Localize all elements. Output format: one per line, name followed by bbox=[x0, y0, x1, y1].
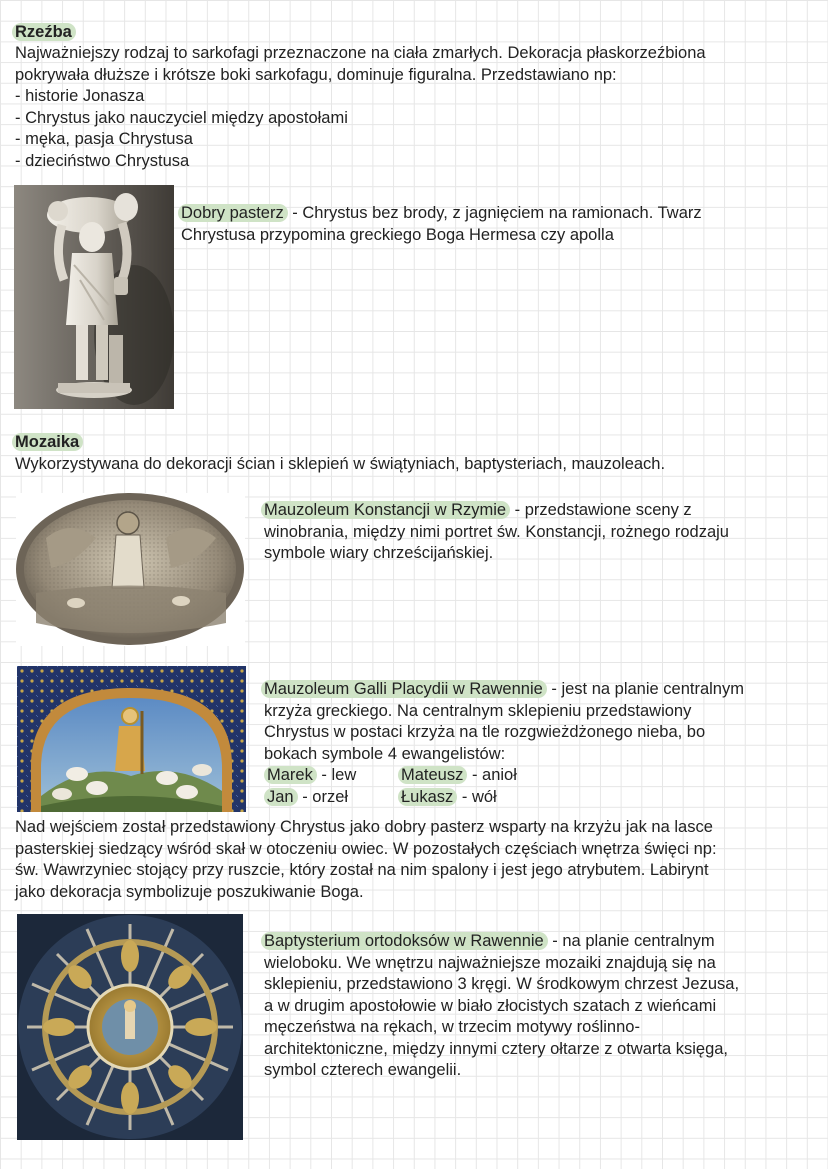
baptistery-orthodox-mosaic-image bbox=[17, 914, 243, 1140]
text-line: jako dekoracja symbolizuje poszukiwanie Boga. bbox=[15, 882, 364, 901]
text-line: sklepieniu, przedstawiono 3 kręgi. W środkowym chrzest Jezusa, bbox=[264, 975, 740, 993]
list-item: - historie Jonasza bbox=[15, 87, 145, 105]
konstancja-description: Mauzoleum Konstancji w Rzymie - przedstawione sceny z winobrania, między nimi portret św. Konstancji, rożnego rodzaju symbole wiary chrześcijańskiej. bbox=[264, 500, 729, 565]
term-highlight: Baptysterium ortodoksów w Rawennie bbox=[261, 932, 548, 950]
mausoleum-constantia-mosaic-image bbox=[16, 493, 245, 646]
list-item: - Chrystus jako nauczyciel między apostołami bbox=[15, 108, 348, 127]
galla-paragraph bbox=[15, 817, 717, 903]
galla-placidia-description: Mauzoleum Galli Placydii w Rawennie - jest na planie centralnym krzyża greckiego. Na centralnym sklepieniu przedstawiony Chrystus w postaci krzyża na tle rozgwieżdżonego nieba, bo bokach symbole 4 ewangelistów: bbox=[264, 679, 744, 765]
text-line: symbole wiary chrześcijańskiej. bbox=[264, 544, 494, 562]
term-highlight: Jan bbox=[264, 788, 298, 806]
term-highlight: Marek bbox=[264, 766, 317, 784]
term-highlight: Łukasz bbox=[398, 788, 457, 806]
galla-placidia-mosaic-image bbox=[17, 666, 246, 812]
text-line: symbol czterech ewangelii. bbox=[264, 1061, 462, 1079]
text-line: Najważniejszy rodzaj to sarkofagi przeznaczone na ciała zmarłych. Dekoracja płaskorzeźbiona bbox=[15, 44, 706, 62]
text-line: Chrystus w postaci krzyża na tle rozgwieżdżonego nieba, bo bbox=[264, 723, 706, 741]
baptistery-description: Baptysterium ortodoksów w Rawennie - na planie centralnym wieloboku. We wnętrzu najważniejsze mozaiki znajdują się na sklepieniu, przedstawiono 3 kręgi. W środkowym chrzest Jezusa, a w drugim apostołowie w biało złocistych szatach z wieńcami męczeństwa na rękach, w trzecim motywy roślinno- architektoniczne, między innymi cztery ołtarze z otwarta księga, symbol czterech ewangelii. bbox=[264, 931, 739, 1082]
good-shepherd-statue-image bbox=[14, 185, 174, 409]
evangelist-mateusz: Mateusz - anioł bbox=[401, 765, 517, 787]
text-line: św. Wawrzyniec stojący przy ruszcie, który został na nim spalony i jest jego atrybutem. Labirynt bbox=[15, 861, 709, 879]
text-line: wieloboku. We wnętrzu najważniejsze mozaiki znajdują się na bbox=[264, 953, 716, 972]
text-line: winobrania, między nimi portret św. Konstancji, rożnego rodzaju bbox=[264, 522, 729, 541]
term-highlight: Mateusz bbox=[398, 766, 467, 784]
term-highlight: Dobry pasterz bbox=[178, 204, 288, 222]
text-line: architektoniczne, między innymi cztery ołtarze z otwarta księga, bbox=[264, 1039, 729, 1058]
text-line: krzyża greckiego. Na centralnym sklepieniu przedstawiony bbox=[264, 701, 692, 720]
term-highlight: Mauzoleum Konstancji w Rzymie bbox=[261, 501, 510, 519]
evangelist-marek: Marek - lew bbox=[267, 765, 356, 787]
section-heading-mozaika: Mozaika bbox=[15, 432, 83, 454]
list-item: - dzieciństwo Chrystusa bbox=[15, 151, 190, 170]
text-line: a w drugim apostołowie w biało złocistych szatach z wieńcami bbox=[264, 996, 717, 1015]
text-line: pokrywała dłuższe i krótsze boki sarkofagu, dominuje figuralna. Przedstawiano np: bbox=[15, 65, 617, 84]
list-item: - męka, pasja Chrystusa bbox=[15, 130, 193, 148]
rzezba-intro bbox=[15, 43, 706, 172]
text-line: Nad wejściem został przedstawiony Chrystus jako dobry pasterz wsparty na krzyżu jak na lasce bbox=[15, 818, 713, 836]
text-line: męczeństwa na rękach, w trzecim motywy roślinno- bbox=[264, 1018, 640, 1036]
good-shepherd-description: Dobry pasterz - Chrystus bez brody, z jagnięciem na ramionach. Twarz Chrystusa przypomina greckiego Boga Hermesa czy apolla bbox=[181, 203, 702, 246]
text-line: bokach symbole 4 ewangelistów: bbox=[264, 744, 506, 763]
text-line: pasterskiej siedzący wśród skał w otoczeniu owiec. W pozostałych częściach wnętrza święci np: bbox=[15, 839, 717, 858]
text-line: Chrystusa przypomina greckiego Boga Hermesa czy apolla bbox=[181, 225, 614, 244]
section-heading-rzezba: Rzeźba bbox=[15, 22, 76, 44]
evangelist-jan: Jan - orzeł bbox=[267, 787, 348, 809]
mozaika-intro: Wykorzystywana do dekoracji ścian i sklepień w świątyniach, baptysteriach, mauzoleach. bbox=[15, 455, 666, 473]
term-highlight: Mauzoleum Galli Placydii w Rawennie bbox=[261, 680, 547, 698]
evangelist-lukasz: Łukasz - wół bbox=[401, 787, 497, 809]
